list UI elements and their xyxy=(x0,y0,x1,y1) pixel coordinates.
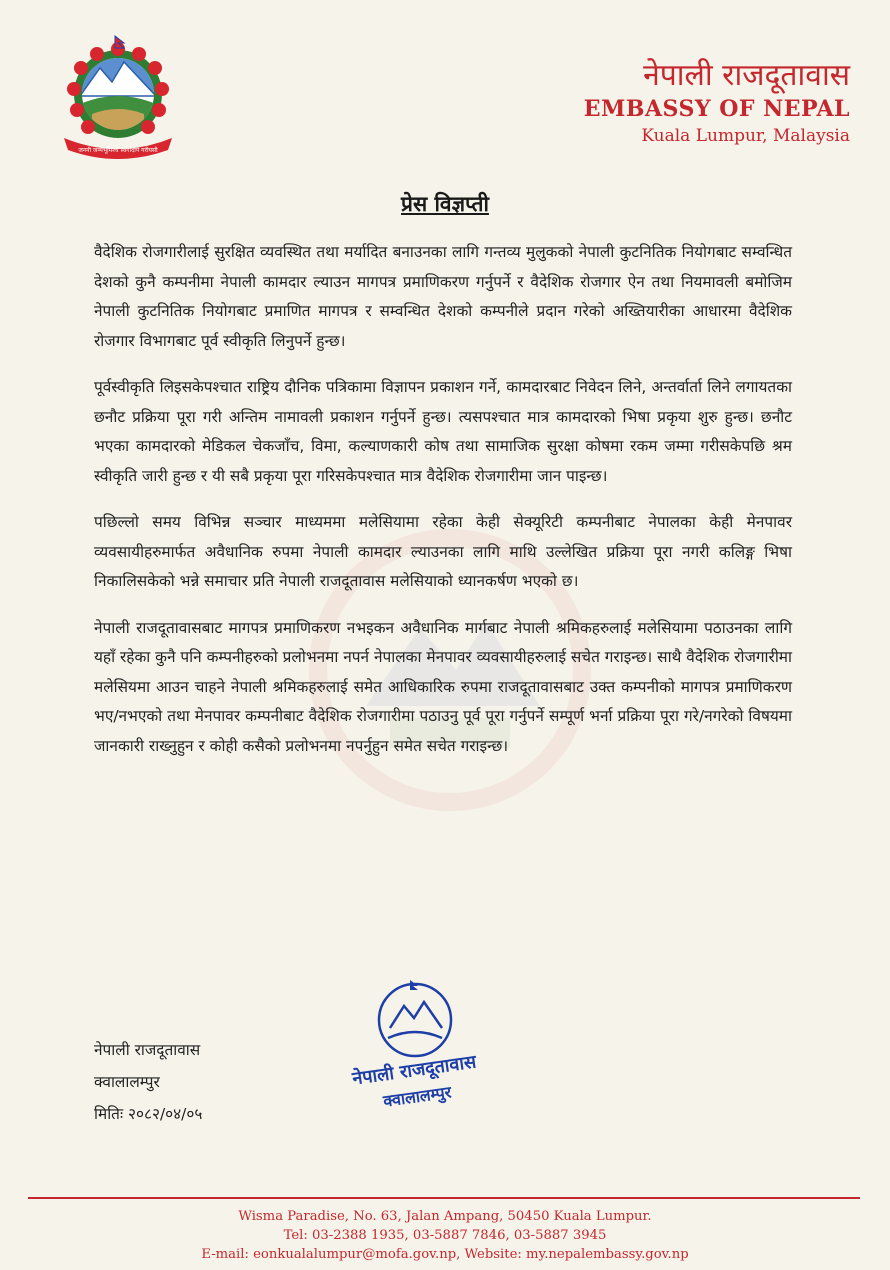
org-location: Kuala Lumpur, Malaysia xyxy=(641,126,850,146)
signature-org: नेपाली राजदूतावास xyxy=(94,1041,201,1059)
document-title: प्रेस विज्ञप्ती xyxy=(401,192,489,216)
paragraph: पछिल्लो समय विभिन्न सञ्चार माध्यममा मलेसियामा रहेका केही सेक्यूरिटी कम्पनीबाट नेपालका केही मेनपावर व्यवसायीहरुमार्फत अवैधानिक रुपमा नेपाली कामदार ल्याउनका लागि माथि उल्लेखित प्रक्रिया पूरा नगरी कलिङ्ग भिषा निकालिसकेको भन्ने समाचार प्रति नेपाली राजदूतावास मलेसियाको ध्यानकर्षण भएको छ। xyxy=(94,513,792,590)
embassy-stamp-icon xyxy=(340,978,490,1118)
footer xyxy=(0,1207,890,1264)
footer-telephone: Tel: 03-2388 1935, 03-5887 7846, 03-5887 3945 xyxy=(283,1228,607,1243)
signature-city: क्वालालम्पुर xyxy=(94,1073,160,1091)
paragraph: वैदेशिक रोजगारीलाई सुरक्षित व्यवस्थित तथा मर्यादित बनाउनका लागि गन्तव्य मुलुकको नेपाली कुटनितिक नियोगबाट सम्वन्धित देशको कुनै कम्पनीमा नेपाली कामदार ल्याउन मागपत्र प्रमाणिकरण गर्नुपर्ने र वैदेशिक रोजगार ऐन तथा नियमावली बमोजिम नेपाली कुटनितिक नियोगबाट प्रमाणित मागपत्र र सम्वन्धित देशको कम्पनीले प्रदान गरेको अख्तियारीका आधारमा वैदेशिक रोजगार विभागबाट पूर्व स्वीकृति लिनुपर्ने हुन्छ। xyxy=(94,243,792,350)
footer-contact: E-mail: eonkualalumpur@mofa.gov.np, Website: my.nepalembassy.gov.np xyxy=(201,1247,689,1262)
letterhead xyxy=(584,58,850,148)
paragraph: नेपाली राजदूतावासबाट मागपत्र प्रमाणिकरण नभइकन अवैधानिक मार्गबाट नेपाली श्रमिकहरुलाई मलेसियामा पठाउनका लागि यहाँ रहेका कुनै पनि कम्पनीहरुको प्रलोभनमा नपर्न नेपालका मेनपावर व्यवसायीहरुलाई सचेत गराइन्छ। साथै वैदेशिक रोजगारीमा मलेसियमा आउन चाहने नेपाली श्रमिकहरुलाई समेत आधिकारिक रुपमा राजदूतावासबाट उक्त कम्पनीको मागपत्र प्रमाणिकरण भए/नभएको तथा मेनपावर कम्पनीबाट वैदेशिक रोजगारीमा पठाउनु पूर्व पूरा गर्नुपर्ने सम्पूर्ण भर्ना प्रक्रिया पूरा गरे/नगरेको विषयमा जानकारी राख्नुहुन र कोही कसैको प्रलोभनमा नपर्नुहुन समेत सचेत गराइन्छ। xyxy=(94,618,792,755)
nepal-emblem-icon xyxy=(52,34,184,166)
emblem-motto: जननी जन्मभूमिश्च स्वर्गादपि गरीयसी xyxy=(78,147,158,154)
signature-block xyxy=(94,1034,202,1130)
paragraph: पूर्वस्वीकृति लिइसकेपश्चात राष्ट्रिय दौनिक पत्रिकामा विज्ञापन प्रकाशन गर्ने, कामदारबाट निवेदन लिने, अन्तर्वार्ता लिने लगायतका छनौट प्रक्रिया पूरा गरी अन्तिम नामावली प्रकाशन गर्नुपर्ने हुन्छ। त्यसपश्चात मात्र कामदारको भिषा प्रकृया शुरु हुन्छ। छनौट भएका कामदारको मेडिकल चेकजाँच, विमा, कल्याणकारी कोष तथा सामाजिक सुरक्षा कोषमा रकम जम्मा गरीसकेपछि श्रम स्वीकृति जारी हुन्छ र यी सबै प्रकृया पूरा गरिसकेपश्चात मात्र वैदेशिक रोजगारीमा जान पाइन्छ। xyxy=(94,378,792,485)
org-name-nepali: नेपाली राजदूतावास xyxy=(643,58,850,93)
document-body xyxy=(94,238,792,778)
stamp-text-bottom: क्वालालम्पुर xyxy=(382,1082,453,1111)
footer-divider xyxy=(28,1197,860,1199)
stamp-text-top: नेपाली राजदूतावास xyxy=(351,1051,478,1090)
signature-date: मितिः २०८२/०४/०५ xyxy=(94,1105,203,1123)
footer-address: Wisma Paradise, No. 63, Jalan Ampang, 50450 Kuala Lumpur. xyxy=(238,1209,652,1224)
org-name-english: EMBASSY OF NEPAL xyxy=(583,96,850,122)
